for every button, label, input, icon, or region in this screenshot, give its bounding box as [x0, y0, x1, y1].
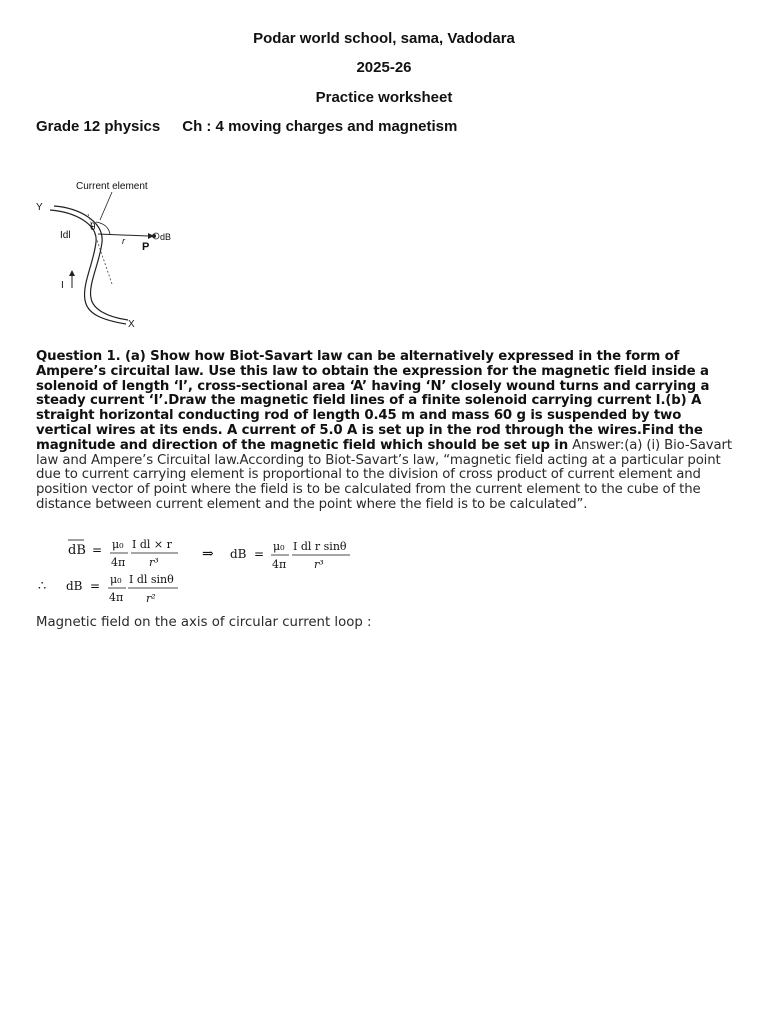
label-y: Y	[36, 202, 43, 213]
label-theta: θ	[90, 222, 96, 233]
grade-chapter-line	[36, 118, 457, 136]
school-name: Podar world school, sama, Vadodara	[253, 30, 515, 47]
lhs-db-vector: dB	[68, 543, 86, 558]
therefore-sign: ∴	[38, 579, 47, 594]
label-x: X	[128, 319, 135, 330]
formula-block	[30, 528, 370, 608]
question-text: Question 1. (a) Show how Biot-Savart law can be alternatively expressed in the form of Ampere’s circuital law. Use this law to obtain the expression for the magnetic field inside a solenoid of length ‘l’, cross-sectional area ‘A’ having ‘N’ closely wound turns and carrying a steady current ‘I’.Draw the magnetic field lines of a finite solenoid carrying current I.(b) A straight horizontal conducting rod of length 0.45 m and mass 60 g is suspended by two vertical wires at its ends. A current of 5.0 A is set up in the rod through the wires.Find the magnitude and direction of the magnetic field which should be set up in	[36, 349, 710, 453]
r-squared: r²	[146, 592, 156, 605]
loop-heading: Magnetic field on the axis of circular current loop :	[36, 615, 372, 630]
theta-arc	[96, 222, 110, 234]
label-current-element: Current element	[76, 181, 148, 192]
label-r: r	[122, 236, 125, 246]
lhs-db-final: dB	[66, 579, 83, 593]
r-cubed-2: r³	[314, 558, 324, 571]
grade-label: Grade 12 physics	[36, 118, 161, 135]
label-p: P	[142, 241, 150, 253]
label-idl: Idl	[60, 230, 71, 241]
four-pi-3: 4π	[109, 591, 124, 604]
mu0-2: μ₀	[273, 540, 285, 553]
wire-outer	[50, 210, 126, 324]
worksheet-title: Practice worksheet	[315, 89, 453, 106]
four-pi-2: 4π	[272, 558, 287, 571]
label-db: dB	[160, 232, 172, 242]
mu0-3: μ₀	[110, 573, 122, 586]
implies-sign: ⇒	[202, 546, 214, 562]
answer-text: Answer:(a) (i) Bio-Savart law and Ampere’s Circuital law.According to Biot-Savart’s law, “magnetic field acting at a particular point due to current carrying element is proportional to the division of cross product of current element and position vector of point where the field is to be calculated from the current element to the cube of the distance between current element and the point where the field is to be calculated”.	[36, 437, 732, 512]
label-i: I	[61, 280, 64, 291]
four-pi-1: 4π	[111, 556, 126, 569]
equals-sign-1: =	[92, 543, 103, 557]
numerator-vector: I dl × r	[132, 538, 172, 551]
question-1	[36, 350, 732, 513]
equals-sign-3: =	[90, 579, 101, 593]
label-pointer	[100, 192, 112, 220]
current-arrowhead	[69, 270, 75, 276]
biot-savart-diagram	[30, 172, 180, 332]
equals-sign-2: =	[254, 547, 265, 561]
chapter-label: Ch : 4 moving charges and magnetism	[182, 118, 458, 135]
academic-year: 2025-26	[356, 59, 412, 76]
numerator-final: I dl sinθ	[129, 573, 174, 586]
r-cubed-1: r³	[149, 556, 159, 569]
mu0-1: μ₀	[112, 538, 124, 551]
lhs-db-scalar: dB	[230, 547, 247, 561]
numerator-scalar: I dl r sinθ	[293, 540, 347, 553]
